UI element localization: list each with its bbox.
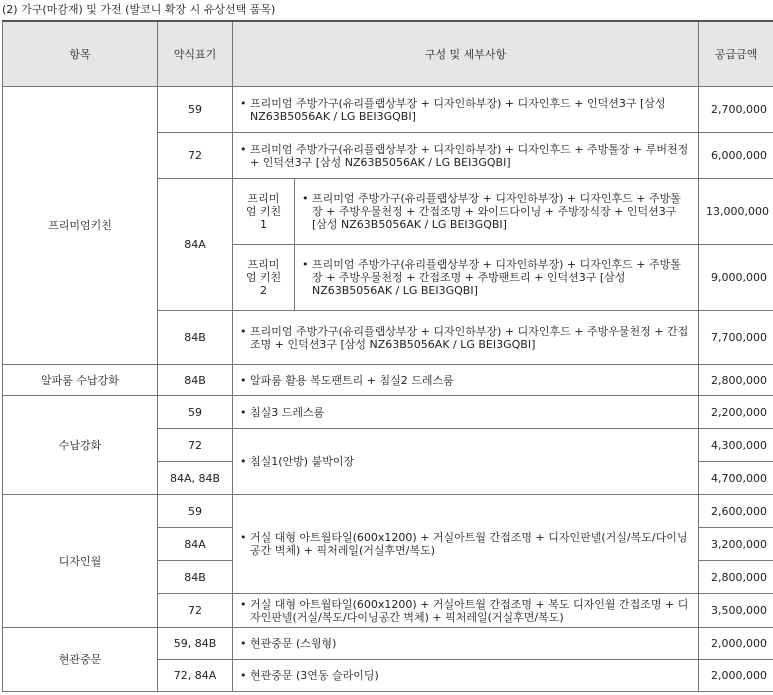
- type-cell: 84A: [158, 528, 233, 561]
- price-cell: 7,700,000: [699, 311, 773, 365]
- group-label-entrance-door: 현관중문: [3, 628, 158, 692]
- price-cell: 4,300,000: [699, 429, 773, 462]
- type-cell: 84B: [158, 365, 233, 396]
- detail-cell: • 침실1(안방) 붙박이장: [233, 429, 699, 495]
- type-cell: 72, 84A: [158, 660, 233, 692]
- table-row: [3, 628, 773, 660]
- price-cell: 2,200,000: [699, 396, 773, 429]
- price-cell: 2,000,000: [699, 660, 773, 692]
- price-cell: 3,500,000: [699, 594, 773, 628]
- type-cell: 59: [158, 87, 233, 133]
- detail-cell: • 프리미엄 주방가구(유리플랩상부장 + 디자인하부장) + 디자인후드 + 주방톨장 + 주방우물천정 + 간접조명 + 주방팬트리 + 인덕션3구 [삼성 NZ63B5056AK / LG BEI3GQBI]: [295, 245, 699, 311]
- price-cell: 3,200,000: [699, 528, 773, 561]
- detail-cell: • 알파룸 활용 복도팬트리 + 침실2 드레스룸: [233, 365, 699, 396]
- header-row: [3, 21, 773, 87]
- type-cell: 59: [158, 396, 233, 429]
- detail-cell: • 침실3 드레스룸: [233, 396, 699, 429]
- type-cell: 72: [158, 133, 233, 179]
- type-cell: 84A, 84B: [158, 462, 233, 495]
- table-caption: (2) 가구(마감재) 및 가전 (발코니 확장 시 유상선택 품목): [2, 3, 276, 16]
- detail-cell: • 거실 대형 아트월타일(600x1200) + 거실아트월 간접조명 + 디자인판넬(거실/복도/다이닝공간 벽체) + 픽처레일(거실후면/복도): [233, 495, 699, 594]
- type-cell: 84A: [158, 179, 233, 311]
- option-price-table: [2, 20, 773, 692]
- detail-cell: • 거실 대형 아트월타일(600x1200) + 거실아트월 간접조명 + 복도 디자인월 간접조명 + 디자인판넬(거실/복도/다이닝공간 벽체) + 픽처레일(거실후면/복도): [233, 594, 699, 628]
- type-cell: 84B: [158, 311, 233, 365]
- type-cell: 72: [158, 429, 233, 462]
- detail-cell: • 프리미엄 주방가구(유리플랩상부장 + 디자인하부장) + 디자인후드 + 주방톨장 + 루버천정 + 인덕션3구 [삼성 NZ63B5056AK / LG BEI3GQBI]: [233, 133, 699, 179]
- group-label-alpha-room: 알파룸 수납강화: [3, 365, 158, 396]
- price-cell: 2,600,000: [699, 495, 773, 528]
- price-cell: 6,000,000: [699, 133, 773, 179]
- table-row: [3, 365, 773, 396]
- sub-type-cell: 프리미엄 키친1: [233, 179, 295, 245]
- price-cell: 2,000,000: [699, 628, 773, 660]
- header-item: 항목: [3, 21, 158, 87]
- detail-cell: • 프리미엄 주방가구(유리플랩상부장 + 디자인하부장) + 디자인후드 + 인덕션3구 [삼성 NZ63B5056AK / LG BEI3GQBI]: [233, 87, 699, 133]
- table-row: [3, 495, 773, 528]
- header-price: 공급금액: [699, 21, 773, 87]
- sub-type-cell: 프리미엄 키친2: [233, 245, 295, 311]
- detail-cell: • 현관중문 (스윙형): [233, 628, 699, 660]
- group-label-design-wall: 디자인월: [3, 495, 158, 628]
- type-cell: 59, 84B: [158, 628, 233, 660]
- header-type: 약식표기: [158, 21, 233, 87]
- price-cell: 4,700,000: [699, 462, 773, 495]
- price-cell: 9,000,000: [699, 245, 773, 311]
- header-detail: 구성 및 세부사항: [233, 21, 699, 87]
- price-cell: 13,000,000: [699, 179, 773, 245]
- detail-cell: • 현관중문 (3연동 슬라이딩): [233, 660, 699, 692]
- type-cell: 59: [158, 495, 233, 528]
- price-cell: 2,700,000: [699, 87, 773, 133]
- table-row: [3, 396, 773, 429]
- detail-cell: • 프리미엄 주방가구(유리플랩상부장 + 디자인하부장) + 디자인후드 + 주방우물천정 + 간접조명 + 인덕션3구 [삼성 NZ63B5056AK / LG BEI3GQBI]: [233, 311, 699, 365]
- type-cell: 72: [158, 594, 233, 628]
- price-cell: 2,800,000: [699, 561, 773, 594]
- table-row: [3, 87, 773, 133]
- group-label-storage: 수납강화: [3, 396, 158, 495]
- group-label-premium-kitchen: 프리미엄키친: [3, 87, 158, 365]
- type-cell: 84B: [158, 561, 233, 594]
- price-cell: 2,800,000: [699, 365, 773, 396]
- detail-cell: • 프리미엄 주방가구(유리플랩상부장 + 디자인하부장) + 디자인후드 + 주방톨장 + 주방우물천정 + 간접조명 + 와이드다이닝 + 주방장식장 + 인덕션3구 [삼성 NZ63B5056AK / LG BEI3GQBI]: [295, 179, 699, 245]
